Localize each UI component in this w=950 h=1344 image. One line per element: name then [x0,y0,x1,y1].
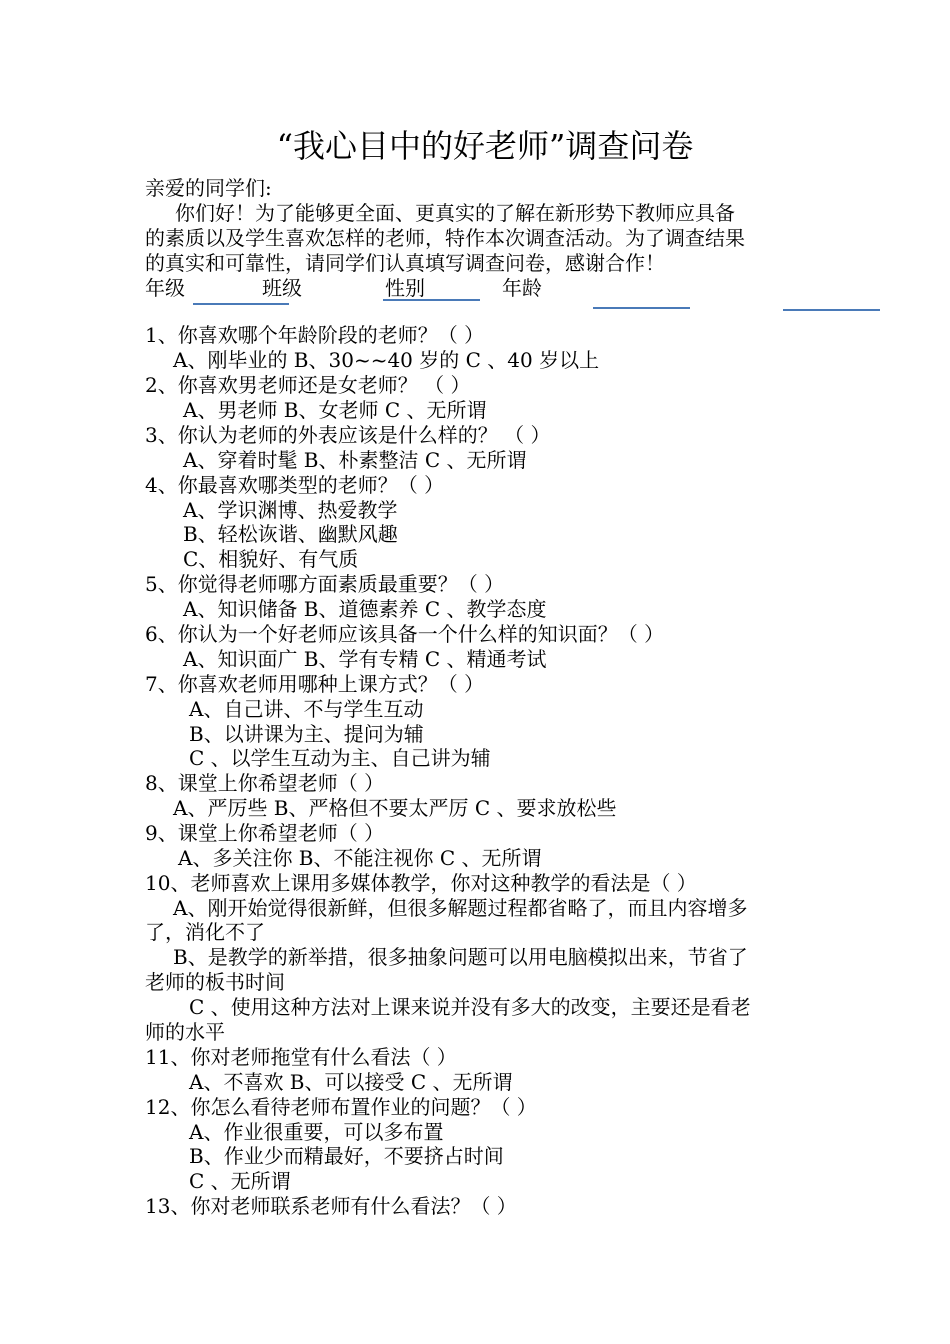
question: 13、你对老师联系老师有什么看法？（ ） [145,1194,517,1218]
options: A、不喜欢 B、可以接受 C 、无所谓 [189,1070,513,1094]
option-continued: 师的水平 [145,1020,225,1044]
question: 7、你喜欢老师用哪种上课方式？（ ） [145,672,485,696]
gender-label: 性别 [385,276,425,300]
intro-line: 的素质以及学生喜欢怎样的老师，特作本次调查活动。为了调查结果 [145,226,745,250]
age-label: 年龄 [502,276,542,300]
question: 3、你认为老师的外表应该是什么样的？ （ ） [145,423,551,447]
question: 8、课堂上你希望老师（ ） [145,771,385,795]
options: A、多关注你 B、不能注视你 C 、无所谓 [178,846,542,870]
option: C 、以学生互动为主、自己讲为辅 [189,746,491,770]
option: B、是教学的新举措，很多抽象问题可以用电脑模拟出来，节省了 [173,945,748,969]
option: A、自己讲、不与学生互动 [189,697,424,721]
page-title: “我心目中的好老师”调查问卷 [276,127,694,165]
intro-line: 的真实和可靠性，请同学们认真填写调查问卷，感谢合作！ [145,251,665,275]
class-label: 班级 [262,276,302,300]
option-continued: 了，消化不了 [145,920,265,944]
option: B、作业少而精最好，不要挤占时间 [189,1144,504,1168]
option: B、轻松诙谐、幽默风趣 [183,522,398,546]
option: C 、无所谓 [189,1169,291,1193]
option: A、学识渊博、热爱教学 [183,498,398,522]
option: C 、使用这种方法对上课来说并没有多大的改变，主要还是看老 [189,995,751,1019]
intro-line: 你们好！为了能够更全面、更真实的了解在新形势下教师应具备 [175,201,735,225]
option: A、刚开始觉得很新鲜，但很多解题过程都省略了，而且内容增多 [173,896,748,920]
option: C、相貌好、有气质 [183,547,359,571]
options: A、严厉些 B、严格但不要太严厉 C 、要求放松些 [173,796,617,820]
class-field[interactable] [383,299,480,301]
question: 5、你觉得老师哪方面素质最重要？（ ） [145,572,505,596]
options: A、刚毕业的 B、30~~40 岁的 C 、40 岁以上 [173,348,600,372]
options: A、男老师 B、女老师 C 、无所谓 [183,398,487,422]
question: 10、老师喜欢上课用多媒体教学，你对这种教学的看法是（ ） [145,871,697,895]
options: A、知识面广 B、学有专精 C 、精通考试 [183,647,547,671]
question: 11、你对老师拖堂有什么看法（ ） [145,1045,457,1069]
question: 6、你认为一个好老师应该具备一个什么样的知识面？（ ） [145,622,665,646]
gender-field[interactable] [593,307,690,309]
option-continued: 老师的板书时间 [145,970,285,994]
option: B、以讲课为主、提问为辅 [189,722,424,746]
option: A、作业很重要，可以多布置 [189,1120,444,1144]
options: A、穿着时髦 B、朴素整洁 C 、无所谓 [183,448,527,472]
grade-field[interactable] [193,303,289,305]
question: 1、你喜欢哪个年龄阶段的老师？（ ） [145,323,485,347]
question: 2、你喜欢男老师还是女老师？ （ ） [145,373,471,397]
question: 12、你怎么看待老师布置作业的问题？（ ） [145,1095,537,1119]
grade-label: 年级 [145,276,185,300]
question: 4、你最喜欢哪类型的老师？（ ） [145,473,445,497]
question: 9、课堂上你希望老师（ ） [145,821,385,845]
options: A、知识储备 B、道德素养 C 、教学态度 [183,597,547,621]
salutation: 亲爱的同学们: [145,176,272,200]
age-field[interactable] [783,309,880,311]
